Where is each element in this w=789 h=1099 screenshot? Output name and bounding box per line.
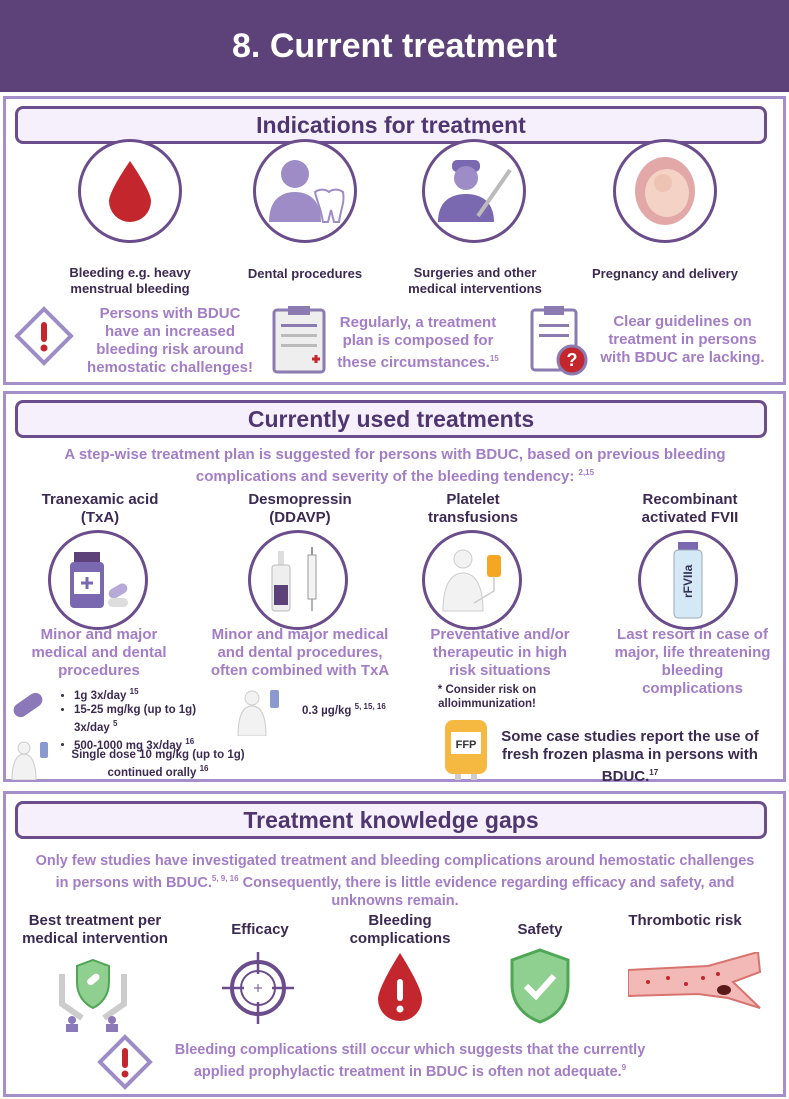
treatment-desc: Last resort in case of major, life threatening bleeding complications — [614, 626, 771, 697]
shield-hands-icon — [58, 954, 128, 1037]
iv-person-icon — [10, 740, 54, 785]
ffp-label: FFP — [455, 739, 477, 751]
blood-vessel-clot-icon — [628, 952, 763, 1017]
ffp-bag-icon — [443, 718, 489, 785]
alloimmunization-note: * Consider risk on alloimmunization! — [437, 684, 537, 710]
person-tooth-icon — [253, 139, 357, 243]
svg-text:?: ? — [566, 350, 578, 370]
indications-title: Indications for treatment — [15, 106, 767, 144]
gaps-intro: Only few studies have investigated treatment and bleeding complications around hemostatic challenges in persons with BDUC.$^{5, 9, 16}$ Consequently, there is little evidence regarding efficacy and safety, and unknowns remain. — [35, 853, 755, 909]
vial-icon — [638, 530, 738, 630]
gap-label: Efficacy — [231, 921, 289, 938]
iv-person-icon — [236, 688, 286, 741]
gaps-title: Treatment knowledge gaps — [15, 801, 767, 839]
gaps-conclusion: Bleeding complications still occur which suggests that the currently applied prophylactic treatment in BDUC is often not adequate.$^9$ — [174, 1042, 646, 1080]
txa-iv-dose: Single dose 10 mg/kg (up to 1g) continued orally $^{16}$ — [71, 749, 245, 779]
fetus-icon — [613, 139, 717, 243]
nasal-spray-syringe-icon — [248, 530, 348, 630]
dose-item: • 15-25 mg/kg (up to 1g) 3x/day $^5$ — [74, 703, 233, 735]
ddavp-dose: 0.3 µg/kg $^{5, 15, 16}$ — [302, 702, 386, 717]
blood-drop-icon — [78, 139, 182, 243]
dose-item: • 500-1000 mg 3x/day $^{16}$ — [74, 735, 233, 753]
gap-label: Best treatment per medical intervention — [22, 912, 168, 947]
txa-oral-doses — [58, 685, 233, 752]
treatment-name: Tranexamic acid (TxA) — [41, 491, 159, 526]
indication-label: Bleeding e.g. heavy menstrual bleeding — [69, 265, 191, 296]
treatments-intro: A step-wise treatment plan is suggested for persons with BDUC, based on previous bleeding complications and severity of the bleeding tendency: $^{2,15}$ — [64, 446, 726, 485]
gap-label: Thrombotic risk — [628, 912, 742, 929]
gap-label: Bleeding complications — [349, 912, 451, 947]
dose-item: • 1g 3x/day $^{15}$ — [74, 685, 233, 703]
ffp-note: Some case studies report the use of fresh frozen plasma in persons with BDUC.$^{17}$ — [501, 728, 759, 785]
transfusion-icon — [422, 530, 522, 630]
treatment-desc: Preventative and/or therapeutic in high risk situations — [430, 626, 570, 679]
treatments-title: Currently used treatments — [15, 400, 767, 438]
treatment-desc: Minor and major medical and dental procedures — [31, 626, 167, 679]
warning-icon — [14, 306, 74, 371]
treatment-name: Desmopressin (DDAVP) — [248, 491, 352, 526]
indication-label: Dental procedures — [247, 266, 363, 281]
surgeon-icon — [422, 139, 526, 243]
treatment-name: Recombinant activated FVII — [641, 491, 739, 526]
treatment-desc: Minor and major medical and dental procedures, often combined with TxA — [210, 626, 390, 679]
pill-bottle-icon — [48, 530, 148, 630]
shield-check-icon — [508, 948, 572, 1029]
clipboard-icon — [272, 304, 327, 379]
warning-icon — [97, 1034, 153, 1095]
page-title: 8. Current treatment — [0, 0, 789, 92]
warning-note: Persons with BDUC have an increased bleeding risk around hemostatic challenges! — [87, 305, 253, 376]
clipboard-question-icon — [530, 304, 590, 381]
indication-label: Surgeries and other medical interventions — [408, 265, 542, 296]
guidelines-note: Clear guidelines on treatment in persons with BDUC are lacking. — [600, 313, 765, 366]
blood-drop-alert-icon — [375, 951, 425, 1028]
gap-label: Safety — [517, 921, 563, 938]
capsule-icon — [10, 690, 46, 725]
target-icon — [220, 950, 296, 1031]
indication-label: Pregnancy and delivery — [592, 266, 738, 281]
treatment-name: Platelet transfusions — [427, 491, 518, 526]
treatment-plan-note: Regularly, a treatment plan is composed for these circumstances.$^{15}$ — [337, 314, 499, 371]
vial-label: rFVIIa — [681, 564, 695, 598]
